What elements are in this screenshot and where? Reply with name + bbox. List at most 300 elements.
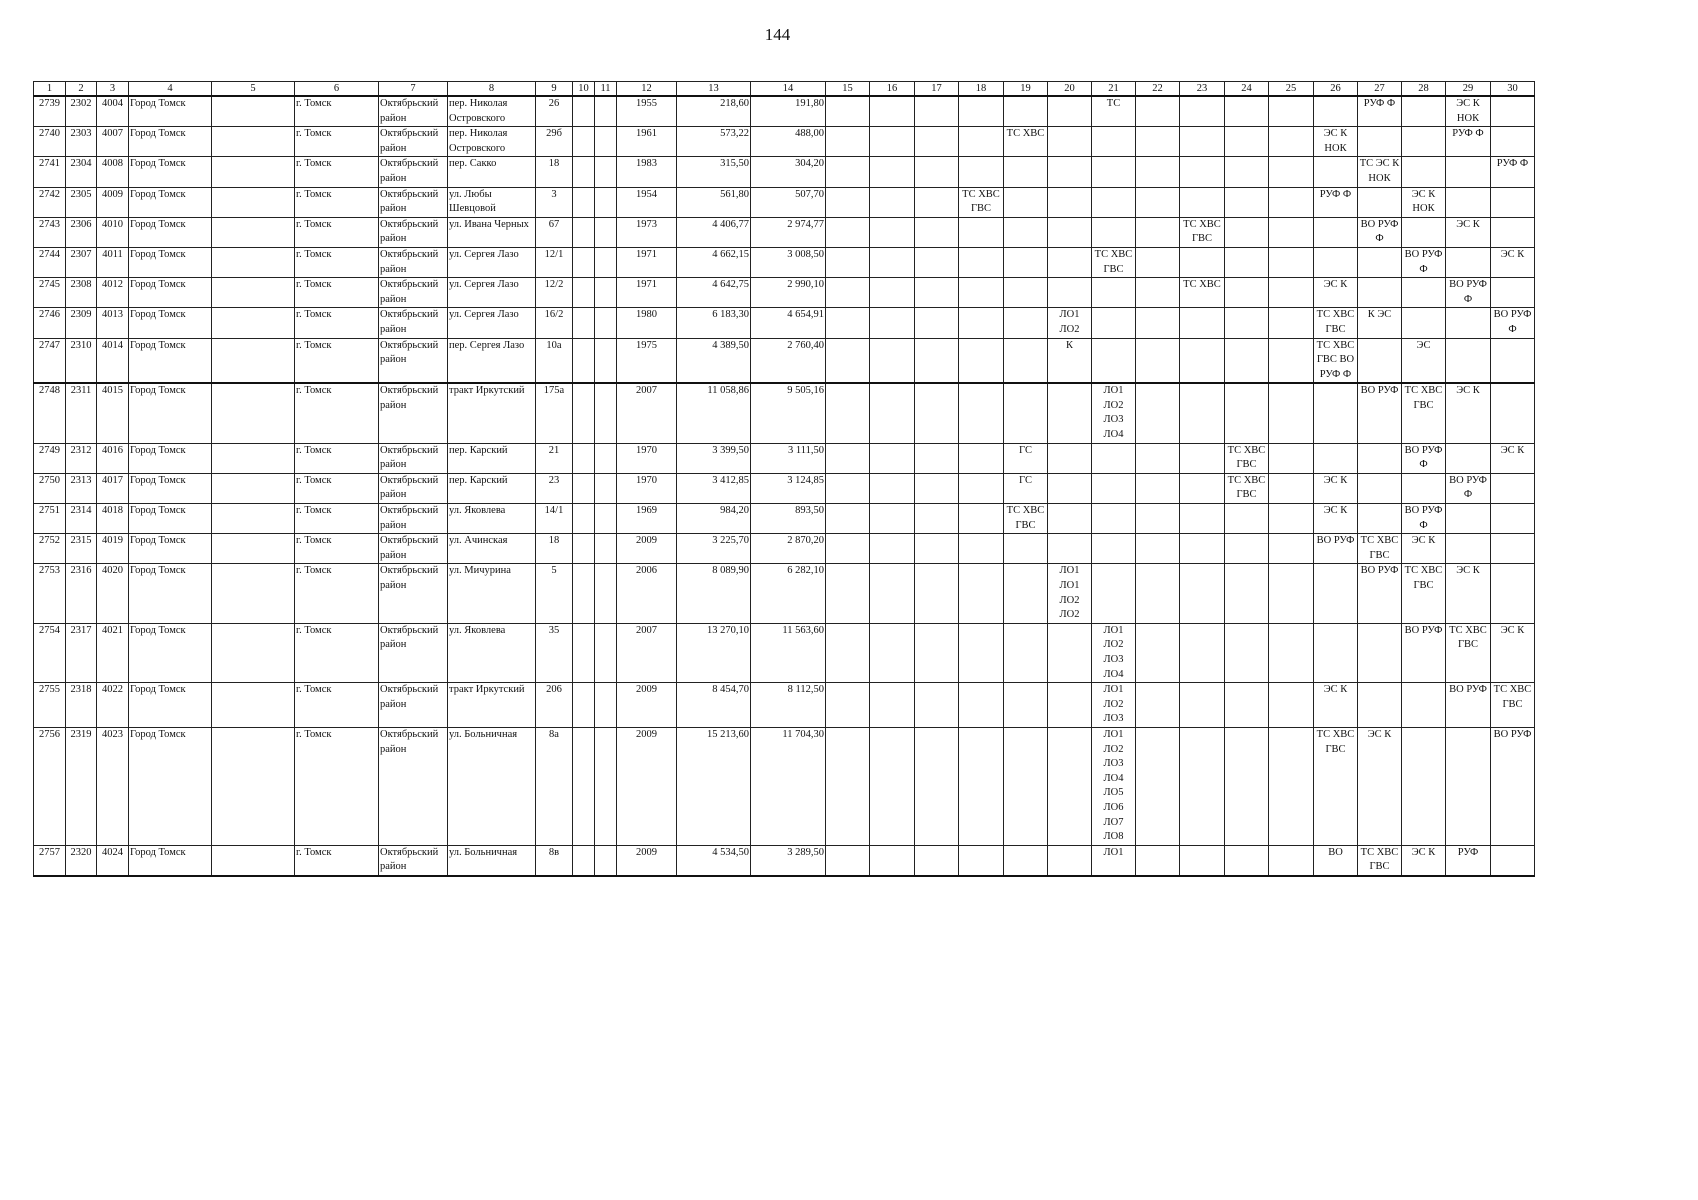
column-10 bbox=[573, 504, 595, 534]
column-10 bbox=[573, 247, 595, 277]
work-code-col-17 bbox=[915, 534, 959, 564]
work-code-col-21: ЛО1 bbox=[1092, 845, 1136, 876]
work-code-col-30 bbox=[1491, 187, 1535, 217]
build-year: 1970 bbox=[617, 473, 677, 503]
house-code: 4016 bbox=[97, 443, 129, 473]
work-code-col-22 bbox=[1136, 623, 1180, 682]
district: Октябрьский район bbox=[379, 623, 448, 682]
work-code-col-30 bbox=[1491, 96, 1535, 127]
locality: г. Томск bbox=[295, 308, 379, 338]
column-11 bbox=[595, 157, 617, 187]
work-code-col-15 bbox=[826, 338, 870, 383]
registry-number: 2305 bbox=[66, 187, 97, 217]
column-11 bbox=[595, 683, 617, 728]
work-code-col-19 bbox=[1004, 308, 1048, 338]
column-5 bbox=[212, 308, 295, 338]
registry-number: 2306 bbox=[66, 217, 97, 247]
build-year: 1971 bbox=[617, 247, 677, 277]
work-code-col-19 bbox=[1004, 157, 1048, 187]
locality: г. Томск bbox=[295, 564, 379, 623]
locality: г. Томск bbox=[295, 338, 379, 383]
work-code-col-29 bbox=[1446, 247, 1491, 277]
municipality: Город Томск bbox=[129, 504, 212, 534]
build-year: 1980 bbox=[617, 308, 677, 338]
work-code-col-29: ЭС К bbox=[1446, 383, 1491, 443]
work-code-col-24 bbox=[1225, 683, 1269, 728]
municipality: Город Томск bbox=[129, 217, 212, 247]
municipality: Город Томск bbox=[129, 473, 212, 503]
work-code-col-18 bbox=[959, 727, 1004, 845]
table-row bbox=[34, 278, 1535, 308]
column-number-1: 1 bbox=[34, 82, 66, 97]
work-code-col-16 bbox=[870, 845, 915, 876]
district: Октябрьский район bbox=[379, 217, 448, 247]
column-number-24: 24 bbox=[1225, 82, 1269, 97]
total-area: 561,80 bbox=[677, 187, 751, 217]
table-row bbox=[34, 534, 1535, 564]
work-code-col-25 bbox=[1269, 278, 1314, 308]
district: Октябрьский район bbox=[379, 187, 448, 217]
street: ул. Мичурина bbox=[448, 564, 536, 623]
work-code-col-27: РУФ Ф bbox=[1358, 96, 1402, 127]
work-code-col-19 bbox=[1004, 845, 1048, 876]
house-code: 4013 bbox=[97, 308, 129, 338]
living-area: 8 112,50 bbox=[751, 683, 826, 728]
work-code-col-29: РУФ Ф bbox=[1446, 127, 1491, 157]
work-code-col-21 bbox=[1092, 564, 1136, 623]
column-11 bbox=[595, 727, 617, 845]
work-code-col-17 bbox=[915, 683, 959, 728]
total-area: 4 662,15 bbox=[677, 247, 751, 277]
street: пер. Николая Островского bbox=[448, 96, 536, 127]
registry-number: 2315 bbox=[66, 534, 97, 564]
street: ул. Ивана Черных bbox=[448, 217, 536, 247]
work-code-col-16 bbox=[870, 623, 915, 682]
total-area: 4 389,50 bbox=[677, 338, 751, 383]
house-number: 14/1 bbox=[536, 504, 573, 534]
column-5 bbox=[212, 187, 295, 217]
table-row bbox=[34, 157, 1535, 187]
work-code-col-17 bbox=[915, 473, 959, 503]
work-code-col-26: ЭС К bbox=[1314, 278, 1358, 308]
column-11 bbox=[595, 217, 617, 247]
living-area: 2 760,40 bbox=[751, 338, 826, 383]
build-year: 1961 bbox=[617, 127, 677, 157]
work-code-col-24 bbox=[1225, 157, 1269, 187]
work-code-col-23 bbox=[1180, 157, 1225, 187]
column-10 bbox=[573, 338, 595, 383]
work-code-col-18 bbox=[959, 683, 1004, 728]
district: Октябрьский район bbox=[379, 278, 448, 308]
work-code-col-25 bbox=[1269, 127, 1314, 157]
work-code-col-26: ВО РУФ bbox=[1314, 534, 1358, 564]
row-number: 2739 bbox=[34, 96, 66, 127]
work-code-col-29 bbox=[1446, 443, 1491, 473]
work-code-col-15 bbox=[826, 308, 870, 338]
work-code-col-25 bbox=[1269, 504, 1314, 534]
work-code-col-18 bbox=[959, 247, 1004, 277]
column-11 bbox=[595, 247, 617, 277]
work-code-col-30 bbox=[1491, 383, 1535, 443]
work-code-col-17 bbox=[915, 504, 959, 534]
work-code-col-30: ТС ХВС ГВС bbox=[1491, 683, 1535, 728]
total-area: 3 225,70 bbox=[677, 534, 751, 564]
row-number: 2743 bbox=[34, 217, 66, 247]
row-number: 2741 bbox=[34, 157, 66, 187]
work-code-col-16 bbox=[870, 278, 915, 308]
work-code-col-17 bbox=[915, 383, 959, 443]
work-code-col-20 bbox=[1048, 187, 1092, 217]
work-code-col-26: ТС ХВС ГВС bbox=[1314, 308, 1358, 338]
locality: г. Томск bbox=[295, 127, 379, 157]
work-code-col-24 bbox=[1225, 96, 1269, 127]
work-code-col-28 bbox=[1402, 727, 1446, 845]
work-code-col-20 bbox=[1048, 534, 1092, 564]
work-code-col-26: ТС ХВС ГВС bbox=[1314, 727, 1358, 845]
table-row bbox=[34, 473, 1535, 503]
work-code-col-30 bbox=[1491, 473, 1535, 503]
work-code-col-20 bbox=[1048, 727, 1092, 845]
work-code-col-22 bbox=[1136, 727, 1180, 845]
work-code-col-18 bbox=[959, 127, 1004, 157]
column-10 bbox=[573, 564, 595, 623]
house-code: 4007 bbox=[97, 127, 129, 157]
work-code-col-21 bbox=[1092, 443, 1136, 473]
column-5 bbox=[212, 383, 295, 443]
work-code-col-21 bbox=[1092, 308, 1136, 338]
row-number: 2742 bbox=[34, 187, 66, 217]
work-code-col-22 bbox=[1136, 443, 1180, 473]
work-code-col-26: ЭС К bbox=[1314, 473, 1358, 503]
work-code-col-29: РУФ bbox=[1446, 845, 1491, 876]
work-code-col-20: ЛО1 ЛО1 ЛО2 ЛО2 bbox=[1048, 564, 1092, 623]
work-code-col-27 bbox=[1358, 683, 1402, 728]
column-number-9: 9 bbox=[536, 82, 573, 97]
column-number-11: 11 bbox=[595, 82, 617, 97]
work-code-col-23 bbox=[1180, 504, 1225, 534]
column-number-29: 29 bbox=[1446, 82, 1491, 97]
work-code-col-28 bbox=[1402, 683, 1446, 728]
work-code-col-29 bbox=[1446, 534, 1491, 564]
row-number: 2753 bbox=[34, 564, 66, 623]
column-11 bbox=[595, 187, 617, 217]
work-code-col-28: ВО РУФ Ф bbox=[1402, 443, 1446, 473]
work-code-col-16 bbox=[870, 96, 915, 127]
work-code-col-23 bbox=[1180, 534, 1225, 564]
column-number-8: 8 bbox=[448, 82, 536, 97]
column-10 bbox=[573, 96, 595, 127]
column-number-12: 12 bbox=[617, 82, 677, 97]
column-10 bbox=[573, 278, 595, 308]
work-code-col-17 bbox=[915, 308, 959, 338]
column-5 bbox=[212, 96, 295, 127]
work-code-col-27: К ЭС bbox=[1358, 308, 1402, 338]
district: Октябрьский район bbox=[379, 564, 448, 623]
living-area: 3 111,50 bbox=[751, 443, 826, 473]
column-number-15: 15 bbox=[826, 82, 870, 97]
work-code-col-27 bbox=[1358, 443, 1402, 473]
municipality: Город Томск bbox=[129, 383, 212, 443]
work-code-col-22 bbox=[1136, 157, 1180, 187]
table-body bbox=[34, 96, 1535, 876]
work-code-col-29: ВО РУФ bbox=[1446, 683, 1491, 728]
column-11 bbox=[595, 534, 617, 564]
municipality: Город Томск bbox=[129, 247, 212, 277]
living-area: 304,20 bbox=[751, 157, 826, 187]
house-code: 4021 bbox=[97, 623, 129, 682]
work-code-col-29 bbox=[1446, 727, 1491, 845]
locality: г. Томск bbox=[295, 683, 379, 728]
street: ул. Сергея Лазо bbox=[448, 247, 536, 277]
row-number: 2748 bbox=[34, 383, 66, 443]
work-code-col-19: ТС ХВС ГВС bbox=[1004, 504, 1048, 534]
work-code-col-30 bbox=[1491, 217, 1535, 247]
work-code-col-21: ЛО1 ЛО2 ЛО3 ЛО4 bbox=[1092, 623, 1136, 682]
house-number: 206 bbox=[536, 683, 573, 728]
build-year: 1983 bbox=[617, 157, 677, 187]
build-year: 2006 bbox=[617, 564, 677, 623]
work-code-col-19: ТС ХВС bbox=[1004, 127, 1048, 157]
table-row bbox=[34, 443, 1535, 473]
work-code-col-23 bbox=[1180, 473, 1225, 503]
street: пер. Карский bbox=[448, 473, 536, 503]
work-code-col-19 bbox=[1004, 683, 1048, 728]
house-number: 35 bbox=[536, 623, 573, 682]
work-code-col-29: ВО РУФ Ф bbox=[1446, 473, 1491, 503]
work-code-col-30: РУФ Ф bbox=[1491, 157, 1535, 187]
street: ул. Сергея Лазо bbox=[448, 308, 536, 338]
work-code-col-28 bbox=[1402, 157, 1446, 187]
column-11 bbox=[595, 564, 617, 623]
work-code-col-24: ТС ХВС ГВС bbox=[1225, 473, 1269, 503]
column-10 bbox=[573, 157, 595, 187]
work-code-col-28 bbox=[1402, 278, 1446, 308]
work-code-col-30: ВО РУФ Ф bbox=[1491, 308, 1535, 338]
column-5 bbox=[212, 278, 295, 308]
total-area: 15 213,60 bbox=[677, 727, 751, 845]
work-code-col-27 bbox=[1358, 623, 1402, 682]
row-number: 2755 bbox=[34, 683, 66, 728]
column-number-header bbox=[34, 82, 1535, 97]
work-code-col-22 bbox=[1136, 278, 1180, 308]
district: Октябрьский район bbox=[379, 683, 448, 728]
work-code-col-25 bbox=[1269, 564, 1314, 623]
work-code-col-20 bbox=[1048, 383, 1092, 443]
house-code: 4018 bbox=[97, 504, 129, 534]
work-code-col-18 bbox=[959, 473, 1004, 503]
work-code-col-29: ТС ХВС ГВС bbox=[1446, 623, 1491, 682]
work-code-col-16 bbox=[870, 217, 915, 247]
total-area: 8 089,90 bbox=[677, 564, 751, 623]
column-number-3: 3 bbox=[97, 82, 129, 97]
work-code-col-16 bbox=[870, 247, 915, 277]
work-code-col-24 bbox=[1225, 534, 1269, 564]
registry-number: 2310 bbox=[66, 338, 97, 383]
work-code-col-29: ЭС К bbox=[1446, 217, 1491, 247]
house-number: 29б bbox=[536, 127, 573, 157]
work-code-col-29 bbox=[1446, 504, 1491, 534]
work-code-col-25 bbox=[1269, 157, 1314, 187]
street: пер. Сакко bbox=[448, 157, 536, 187]
work-code-col-15 bbox=[826, 845, 870, 876]
work-code-col-25 bbox=[1269, 96, 1314, 127]
row-number: 2744 bbox=[34, 247, 66, 277]
table-row bbox=[34, 383, 1535, 443]
work-code-col-24 bbox=[1225, 623, 1269, 682]
work-code-col-26: ЭС К bbox=[1314, 683, 1358, 728]
work-code-col-27: ВО РУФ bbox=[1358, 564, 1402, 623]
work-code-col-25 bbox=[1269, 187, 1314, 217]
column-10 bbox=[573, 217, 595, 247]
work-code-col-17 bbox=[915, 443, 959, 473]
work-code-col-15 bbox=[826, 157, 870, 187]
locality: г. Томск bbox=[295, 157, 379, 187]
work-code-col-17 bbox=[915, 845, 959, 876]
work-code-col-20: ЛО1 ЛО2 bbox=[1048, 308, 1092, 338]
work-code-col-19: ГС bbox=[1004, 443, 1048, 473]
work-code-col-30: ЭС К bbox=[1491, 623, 1535, 682]
work-code-col-16 bbox=[870, 157, 915, 187]
work-code-col-22 bbox=[1136, 217, 1180, 247]
table-row bbox=[34, 308, 1535, 338]
work-code-col-26: ВО bbox=[1314, 845, 1358, 876]
work-code-col-27 bbox=[1358, 127, 1402, 157]
column-10 bbox=[573, 727, 595, 845]
work-code-col-18 bbox=[959, 504, 1004, 534]
work-code-col-24 bbox=[1225, 247, 1269, 277]
work-code-col-20 bbox=[1048, 278, 1092, 308]
row-number: 2756 bbox=[34, 727, 66, 845]
work-code-col-16 bbox=[870, 338, 915, 383]
build-year: 2009 bbox=[617, 534, 677, 564]
column-number-23: 23 bbox=[1180, 82, 1225, 97]
work-code-col-28: ЭС К НОК bbox=[1402, 187, 1446, 217]
work-code-col-19 bbox=[1004, 187, 1048, 217]
column-number-18: 18 bbox=[959, 82, 1004, 97]
house-number: 8а bbox=[536, 727, 573, 845]
living-area: 893,50 bbox=[751, 504, 826, 534]
column-11 bbox=[595, 443, 617, 473]
work-code-col-20 bbox=[1048, 247, 1092, 277]
work-code-col-25 bbox=[1269, 308, 1314, 338]
work-code-col-18 bbox=[959, 278, 1004, 308]
work-code-col-22 bbox=[1136, 187, 1180, 217]
column-number-20: 20 bbox=[1048, 82, 1092, 97]
work-code-col-15 bbox=[826, 727, 870, 845]
column-number-13: 13 bbox=[677, 82, 751, 97]
work-code-col-27 bbox=[1358, 473, 1402, 503]
column-5 bbox=[212, 623, 295, 682]
row-number: 2750 bbox=[34, 473, 66, 503]
work-code-col-18 bbox=[959, 217, 1004, 247]
house-number: 18 bbox=[536, 534, 573, 564]
work-code-col-22 bbox=[1136, 473, 1180, 503]
work-code-col-30: ЭС К bbox=[1491, 443, 1535, 473]
column-number-4: 4 bbox=[129, 82, 212, 97]
house-code: 4011 bbox=[97, 247, 129, 277]
work-code-col-19 bbox=[1004, 383, 1048, 443]
work-code-col-16 bbox=[870, 383, 915, 443]
column-number-17: 17 bbox=[915, 82, 959, 97]
district: Октябрьский район bbox=[379, 383, 448, 443]
work-code-col-26 bbox=[1314, 157, 1358, 187]
work-code-col-24 bbox=[1225, 338, 1269, 383]
work-code-col-24 bbox=[1225, 278, 1269, 308]
district: Октябрьский район bbox=[379, 308, 448, 338]
work-code-col-26 bbox=[1314, 247, 1358, 277]
living-area: 11 563,60 bbox=[751, 623, 826, 682]
municipality: Город Томск bbox=[129, 157, 212, 187]
column-11 bbox=[595, 278, 617, 308]
work-code-col-20 bbox=[1048, 623, 1092, 682]
work-code-col-17 bbox=[915, 623, 959, 682]
work-code-col-25 bbox=[1269, 383, 1314, 443]
house-number: 12/2 bbox=[536, 278, 573, 308]
living-area: 11 704,30 bbox=[751, 727, 826, 845]
work-code-col-24 bbox=[1225, 383, 1269, 443]
column-number-16: 16 bbox=[870, 82, 915, 97]
work-code-col-20 bbox=[1048, 443, 1092, 473]
column-10 bbox=[573, 473, 595, 503]
work-code-col-18 bbox=[959, 96, 1004, 127]
work-code-col-26 bbox=[1314, 623, 1358, 682]
work-code-col-17 bbox=[915, 217, 959, 247]
work-code-col-20 bbox=[1048, 157, 1092, 187]
work-code-col-26: РУФ Ф bbox=[1314, 187, 1358, 217]
municipality: Город Томск bbox=[129, 623, 212, 682]
table-row bbox=[34, 338, 1535, 383]
row-number: 2751 bbox=[34, 504, 66, 534]
work-code-col-16 bbox=[870, 683, 915, 728]
work-code-col-27: ВО РУФ Ф bbox=[1358, 217, 1402, 247]
work-code-col-21: ТС ХВС ГВС bbox=[1092, 247, 1136, 277]
work-code-col-26 bbox=[1314, 96, 1358, 127]
work-code-col-24 bbox=[1225, 504, 1269, 534]
work-code-col-27 bbox=[1358, 247, 1402, 277]
work-code-col-18 bbox=[959, 338, 1004, 383]
work-code-col-22 bbox=[1136, 534, 1180, 564]
work-code-col-23 bbox=[1180, 96, 1225, 127]
work-code-col-26 bbox=[1314, 383, 1358, 443]
living-area: 507,70 bbox=[751, 187, 826, 217]
street: ул. Больничная bbox=[448, 727, 536, 845]
work-code-col-25 bbox=[1269, 338, 1314, 383]
total-area: 573,22 bbox=[677, 127, 751, 157]
column-5 bbox=[212, 127, 295, 157]
work-code-col-28 bbox=[1402, 96, 1446, 127]
total-area: 8 454,70 bbox=[677, 683, 751, 728]
work-code-col-15 bbox=[826, 127, 870, 157]
work-code-col-28 bbox=[1402, 473, 1446, 503]
work-code-col-18 bbox=[959, 534, 1004, 564]
work-code-col-16 bbox=[870, 564, 915, 623]
work-code-col-27: ТС ХВС ГВС bbox=[1358, 845, 1402, 876]
work-code-col-19 bbox=[1004, 564, 1048, 623]
municipality: Город Томск bbox=[129, 443, 212, 473]
column-11 bbox=[595, 473, 617, 503]
work-code-col-25 bbox=[1269, 727, 1314, 845]
column-10 bbox=[573, 845, 595, 876]
work-code-col-24 bbox=[1225, 127, 1269, 157]
house-code: 4023 bbox=[97, 727, 129, 845]
work-code-col-24 bbox=[1225, 187, 1269, 217]
work-code-col-21 bbox=[1092, 157, 1136, 187]
work-code-col-23 bbox=[1180, 845, 1225, 876]
municipality: Город Томск bbox=[129, 727, 212, 845]
work-code-col-18 bbox=[959, 157, 1004, 187]
column-5 bbox=[212, 564, 295, 623]
work-code-col-23 bbox=[1180, 338, 1225, 383]
